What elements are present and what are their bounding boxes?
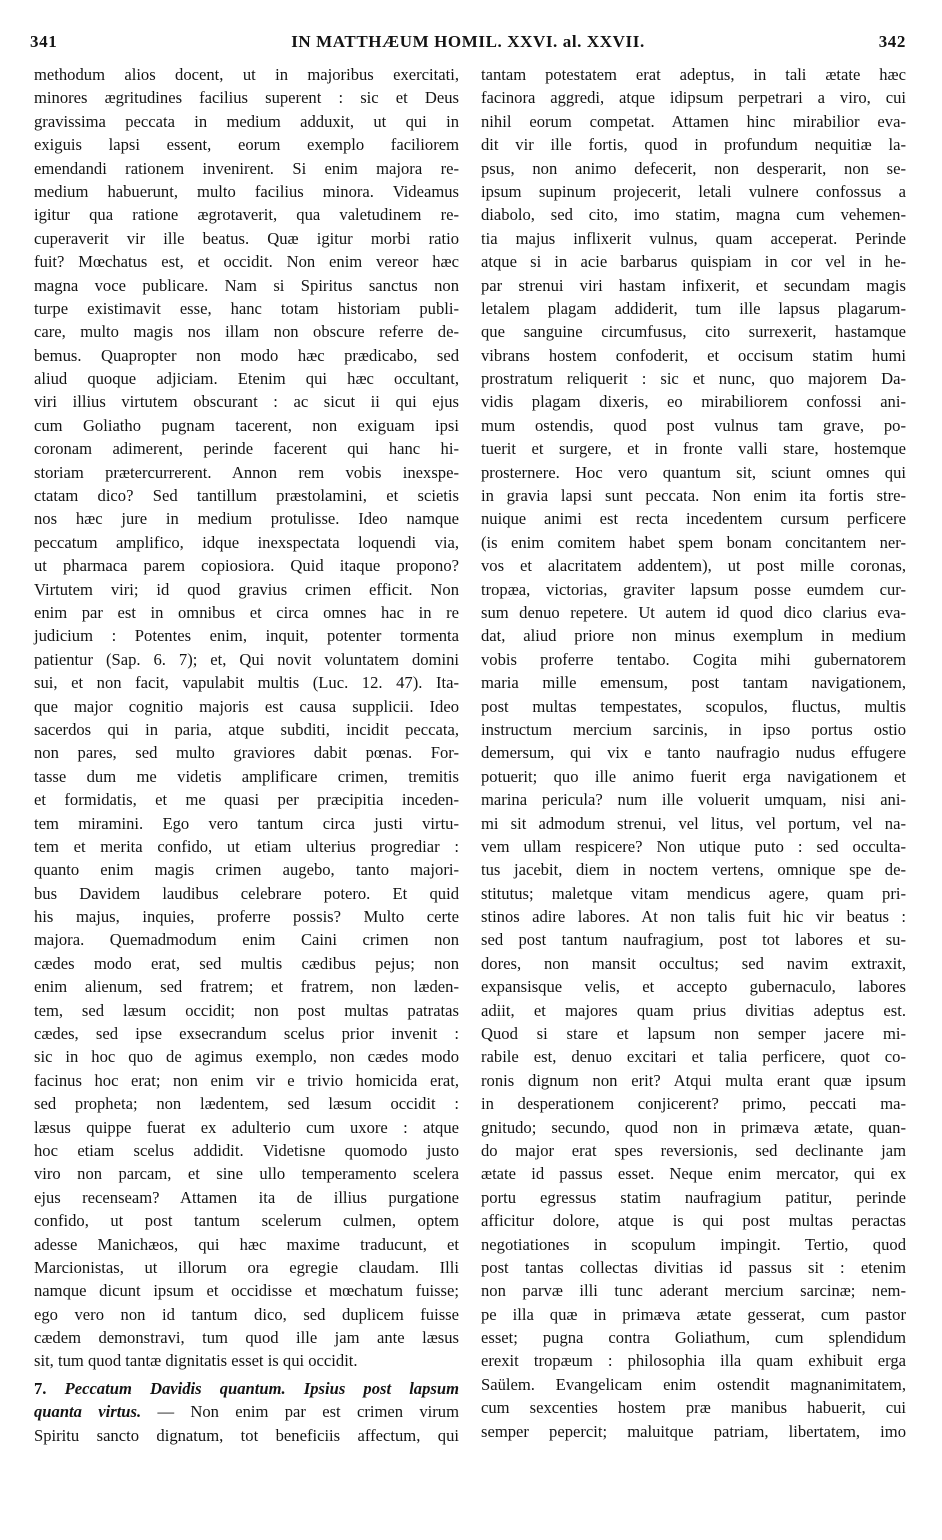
text-line: quanto enim magis crimen augebo, tanto majori-	[34, 860, 459, 880]
text-line: sed propheta; non lædentem, sed læsum occidit :	[34, 1094, 459, 1114]
left-column	[34, 63, 459, 1447]
page-number-left: 341	[30, 32, 58, 51]
text-line: que major cognitio majoris est causa supplicii. Ideo	[34, 696, 459, 716]
text-line: dores, non mansit occultus; sed navim extraxit,	[481, 953, 906, 973]
text-line: post tantas collectas divitias id passus sit : etenim	[481, 1257, 906, 1277]
text-line: facinus hoc erat; non enim vir e trivio homicida erat,	[34, 1070, 459, 1090]
text-line: gravissima peccata in medium adduxit, ut qui in	[34, 111, 459, 131]
page-number-right: 342	[878, 32, 906, 51]
text-line: emendandi rationem invenirent. Si enim majora re-	[34, 158, 459, 178]
text-line: non pares, sed multo graviores dabit pœnas. For-	[34, 743, 459, 763]
text-line: læsus quippe fuerat ex adulterio cum uxore : atque	[34, 1117, 459, 1137]
text-line: care, multo magis nos illam non obscure referre de-	[34, 322, 459, 342]
text-line: sacerdos qui in paria, atque subditi, incidit peccata,	[34, 719, 459, 739]
text-line: Virtutem viri; id quod gravius crimen efficit. Non	[34, 579, 459, 599]
text-line: vem ullam respicere? Non utique puto : sed occulta-	[481, 836, 906, 856]
text-line: et formidatis, et me quasi per præcipitia inceden-	[34, 790, 459, 810]
text-line: cum sexcenties hostem præ manibus habuerit, cui	[481, 1398, 906, 1418]
text-line: coronam adimerent, perinde facerent qui hanc hi-	[34, 439, 459, 459]
text-line: storiam prætercurrerent. Annon rem vobis inexspe-	[34, 462, 459, 482]
text-line: cædem demonstravi, tum quod ille jam ante læsus	[34, 1328, 459, 1348]
text-line: portu egressus statim naufragium patitur, perinde	[481, 1187, 906, 1207]
text-line: ætate id passus esset. Neque enim mercator, qui ex	[481, 1164, 906, 1184]
text-line: do major erat spes reversionis, sed declinante jam	[481, 1140, 906, 1160]
text-line: afficitur dolore, atque is qui post multas peractas	[481, 1211, 906, 1231]
text-line: tantam potestatem erat adeptus, in tali ætate hæc	[481, 65, 906, 84]
text-line: cædes modo erat, sed multis cædibus pejus; non	[34, 953, 459, 973]
text-line: ego vero non id tantum dico, sed duplicem fuisse	[34, 1304, 459, 1324]
section-heading-line	[34, 1400, 459, 1423]
text-line: gnitudo; secundo, quod non in primæva ætate, quan-	[481, 1117, 906, 1137]
text-line: sic in hoc quo de agimus exemplo, non cædes modo	[34, 1047, 459, 1067]
text-line: prostratum reliquerit : sic et nunc, quo majorem Da-	[481, 369, 906, 389]
running-header	[30, 32, 906, 58]
text-line: Saülem. Evangelicam enim ostendit magnanimitatem,	[481, 1374, 906, 1394]
text-line: esset; pugna contra Goliathum, cum splendidum	[481, 1328, 906, 1348]
text-line: mum ostendis, quod post vulnus tam grave, po-	[481, 415, 906, 435]
text-line: peccatum amplifico, idque inexspectata loquendi via,	[34, 532, 459, 552]
text-line: marina pericula? num ille voluerit umquam, nisi ani-	[481, 790, 906, 810]
text-line: nos hæc jure in medium protulisse. Ideo namque	[34, 509, 459, 529]
text-line: letalem plagam addiderit, tum ille lapsus plagarum-	[481, 298, 906, 318]
text-line: pe illa quæ in primæva ætate gesserat, cum pastor	[481, 1304, 906, 1324]
text-line: tasse dum me videtis amplificare crimen, tremitis	[34, 766, 459, 786]
text-line: turpe existimavit esse, hanc totam historiam publi-	[34, 298, 459, 318]
text-line: hoc etiam scelus addidit. Videtisne quomodo justo	[34, 1140, 459, 1160]
text-line: tem miramini. Ego vero tantum circa justi virtu-	[34, 813, 459, 833]
text-line: diabolo, sed cito, imo statim, magna cum vehemen-	[481, 205, 906, 225]
text-line: facinora aggredi, atque idipsum perpetrari a viro, cui	[481, 88, 906, 108]
text-line: mi sit admodum strenui, vel litus, vel portum, vel na-	[481, 813, 906, 833]
text-line: namque dicunt ipsum et occidisse et mœchatum fuisse;	[34, 1281, 459, 1301]
right-column	[481, 63, 906, 1443]
text-line: tem et merita confido, ut etiam ulterius progrediar :	[34, 836, 459, 856]
text-line: erexit tropæum : philosophia illa quam exhibuit erga	[481, 1351, 906, 1371]
text-line: magna voce publicare. Nam si Spiritus sanctus non	[34, 275, 459, 295]
text-line: sit, tum quod tantæ dignitatis esset is qui occidit.	[34, 1351, 358, 1371]
text-line: confido, ut post tantum scelerum culmen, optem	[34, 1211, 459, 1231]
text-line: patientur (Sap. 6. 7); et, Qui novit voluntatem domini	[34, 649, 459, 669]
text-line: prosternere. Hoc vero quantum sit, sciunt omnes qui	[481, 462, 906, 482]
text-line: stitutus; maletque vitam mendicus agere, quam pri-	[481, 883, 906, 903]
text-line: his majus, inquies, proferre possis? Multo certe	[34, 907, 459, 927]
section-heading	[34, 1377, 459, 1400]
text-line: Quod si stare et lapsum non semper jacere mi-	[481, 1024, 906, 1044]
text-line: ctatam dico? Sed tantillum præstolamini, et scietis	[34, 486, 459, 506]
text-line: ut pharmaca parem copiosiora. Quid itaque propono?	[34, 556, 459, 576]
text-line: adiit, et majores quam prius divitias adeptus est.	[481, 1000, 906, 1020]
text-line: (is enim comitem habet spem bonam concitantem ner-	[481, 532, 906, 552]
text-line: maria mille emensum, post tantam navigationem,	[481, 673, 906, 693]
text-line: ronis dignum non erit? Atqui multa erant quæ ipsum	[481, 1070, 906, 1090]
text-line: non parvæ illi tunc aderant mercium sarcinæ; nem-	[481, 1281, 906, 1301]
text-line: bus Davidem laudibus celebrare potero. Et quid	[34, 883, 459, 903]
text-line: vobis proferre tentabo. Cogita mihi gubernatorem	[481, 649, 906, 669]
text-line: potuerit; quo ille animo fuerit erga navigationem et	[481, 766, 906, 786]
text-line: exiguis lapsi essent, eorum exemplo faciliorem	[34, 135, 459, 155]
text-line: medium habuerunt, multo facilius minora. Videamus	[34, 181, 459, 201]
section-number: 7.	[34, 1378, 47, 1398]
text-line: stinos adire labores. At non talis fuit hic vir beatus :	[481, 907, 906, 927]
text-line: tus jacebit, diem in noctem vertens, omnique spe de-	[481, 860, 906, 880]
text-line: dit vir ille fortis, quod in profundum nequitiæ la-	[481, 135, 906, 155]
text-line: aliud quoque adjiciam. Etenim qui hæc occultant,	[34, 369, 459, 389]
section-heading-text: Peccatum Davidis quantum. Ipsius post lapsum	[64, 1378, 459, 1398]
text-line: viro non parcam, et sine ullo temperamento scelera	[34, 1164, 459, 1184]
text-line: vibrans hostem confoderit, et occisum statim humi	[481, 345, 906, 365]
section-heading-cont: quanta virtus.	[34, 1402, 142, 1422]
text-line: adesse Manichæos, qui hæc maxime traducunt, et	[34, 1234, 459, 1254]
text-line: dat, aliud priore non minus exemplum in medium	[481, 626, 906, 646]
text-line: Marcionistas, ut illorum ora egregie claudam. Illi	[34, 1257, 459, 1277]
text-line: psus, non animo defecerit, non desperarit, non se-	[481, 158, 906, 178]
text-line: vidis plagam dixeris, eo mirabiliorem confossi ani-	[481, 392, 906, 412]
text-line: tuerit et surgere, et in fronte valli stare, hostemque	[481, 439, 906, 459]
text-line: cædes, sed ipse exsecrandum scelus prior invenit :	[34, 1024, 459, 1044]
text-line: in desperationem conjicerent? primo, peccati ma-	[481, 1094, 906, 1114]
text-line: bemus. Quapropter non modo hæc prædicabo, sed	[34, 345, 459, 365]
section-text: — Non enim par est crimen virum	[157, 1402, 459, 1422]
text-line: ipsum supinum projecerit, letali vulnere confossus a	[481, 181, 906, 201]
text-line: Spiritu sancto dignatum, tot beneficiis affectum, qui	[34, 1425, 459, 1445]
text-line: tropæa, victorias, graviter lapsum posse eumdem cur-	[481, 579, 906, 599]
text-line: igitur qua ratione ægrotaverit, qua valetudinem re-	[34, 205, 459, 225]
text-line: vos et alacritatem addentem), ut post mille coronas,	[481, 556, 906, 576]
text-line: tem, sed læsum occidit; non post multas patratas	[34, 1000, 459, 1020]
text-line: sui, et non facit, vapulabit multis (Luc. 12. 47). Ita-	[34, 673, 459, 693]
text-line: atque si in acie barbarus quispiam in cor vel in he-	[481, 252, 906, 272]
text-line: instructum mercium sarcinis, in ipso portus ostio	[481, 719, 906, 739]
text-line: majora. Quemadmodum enim Caini crimen non	[34, 930, 459, 950]
text-line: cuperaverit vir ille beatus. Quæ igitur morbi ratio	[34, 228, 459, 248]
text-line: post multas tempestates, scopulos, fluctus, multis	[481, 696, 906, 716]
text-line: par strenui viri hastam infixerit, et secundam magis	[481, 275, 906, 295]
text-line: demersum, qui vix e tanto naufragio nudus effugere	[481, 743, 906, 763]
text-line: fuit? Mœchatus est, et occidit. Non enim vereor hæc	[34, 252, 459, 272]
text-line: enim alienum, sed fratrem; et fratrem, non læden-	[34, 977, 459, 997]
text-line: nuique animi est recta incedentem cursum perficere	[481, 509, 906, 529]
text-line: in gravia lapsi sunt peccata. Non enim ita fortis stre-	[481, 486, 906, 506]
text-line: rabile est, denuo excitari et talia perficere, quot co-	[481, 1047, 906, 1067]
text-line: methodum alios docent, ut in majoribus exercitati,	[34, 65, 459, 84]
text-line: tia majus inflixerit vulnus, quam acceperat. Perinde	[481, 228, 906, 248]
text-line: expansisque velis, et accepto gubernaculo, labores	[481, 977, 906, 997]
text-line: sed post tantum naufragium, post tot labores et su-	[481, 930, 906, 950]
text-line: minores ægritudines facilius superent : sic et Deus	[34, 88, 459, 108]
text-line: que sanguine circumfusus, cito surrexerit, hastamque	[481, 322, 906, 342]
text-line: sum denuo repetere. Ut autem id quod dico clarius eva-	[481, 602, 906, 622]
running-title: IN MATTHÆUM HOMIL. XXVI. al. XXVII.	[291, 32, 645, 51]
text-line: enim par est in omnibus et circa omnes hac in re	[34, 602, 459, 622]
text-line: viri illius virtutem obscurant : ac sicut ii qui ejus	[34, 392, 459, 412]
text-line: ejus recenseam? Attamen ita de illius purgatione	[34, 1187, 459, 1207]
text-line: judicium : Potentes enim, inquit, potenter tormenta	[34, 626, 459, 646]
text-line: nihil eorum competat. Attamen hinc mirabilior eva-	[481, 111, 906, 131]
text-line: cum Goliatho pugnam tacerent, non exiguam ipsi	[34, 415, 459, 435]
text-line: semper pepercit; maluitque patriam, libertatem, imo	[481, 1421, 906, 1441]
text-line: negotiationes in scopulum impingit. Tertio, quod	[481, 1234, 906, 1254]
